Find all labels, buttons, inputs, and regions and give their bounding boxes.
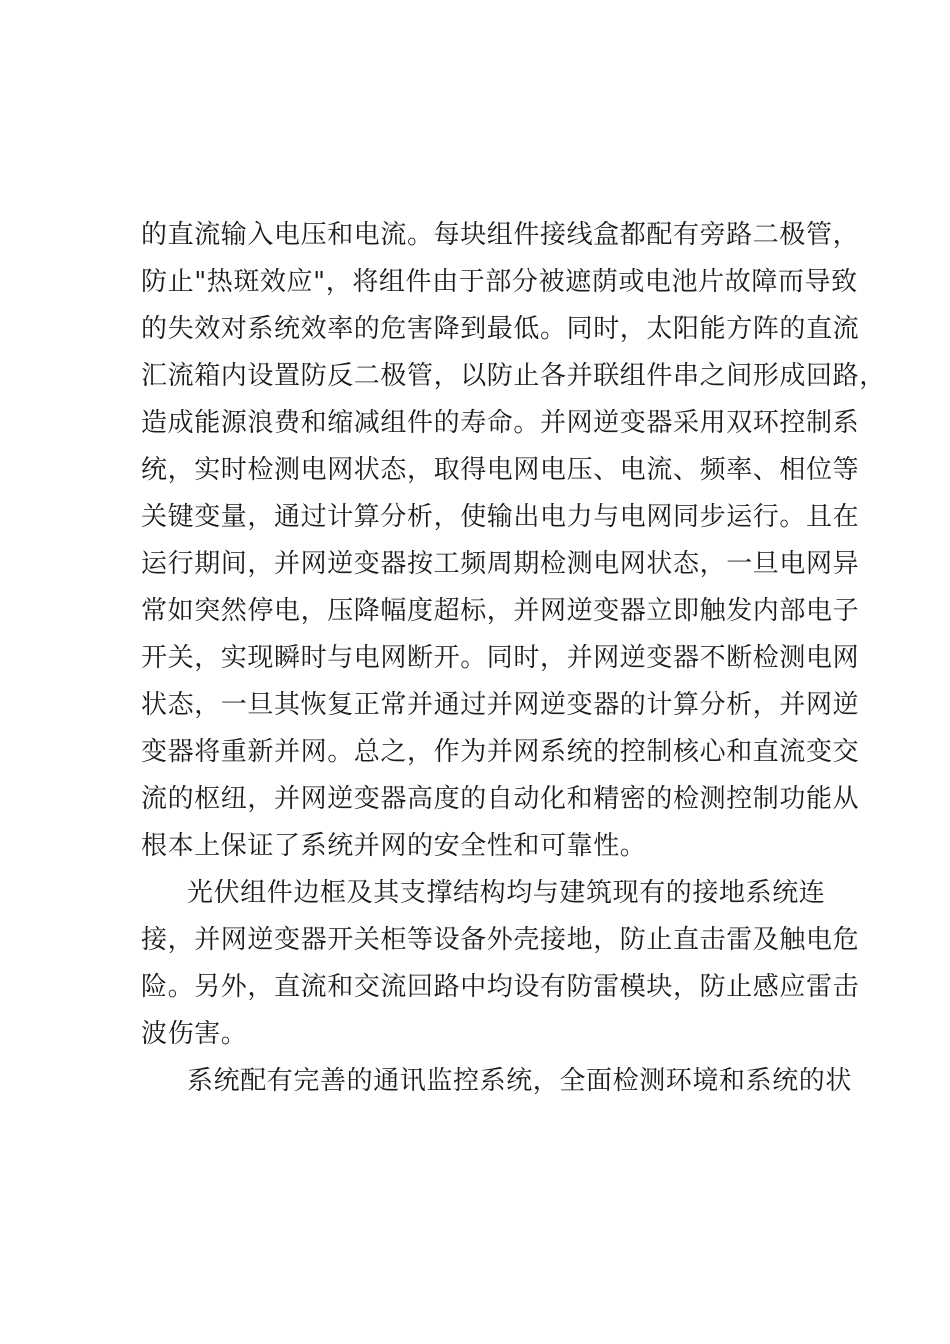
text-line: 统，实时检测电网状态，取得电网电压、电流、频率、相位等 <box>141 455 860 485</box>
text-line-last: 根本上保证了系统并网的安全性和可靠性。 <box>141 831 647 861</box>
text-line: 接，并网逆变器开关柜等设备外壳接地，防止直击雷及触电危 <box>141 925 860 955</box>
text-line: 流的枢纽，并网逆变器高度的自动化和精密的检测控制功能从 <box>141 784 860 814</box>
text-line: 开关，实现瞬时与电网断开。同时，并网逆变器不断检测电网 <box>141 643 860 673</box>
text-line: 汇流箱内设置防反二极管，以防止各并联组件串之间形成回路， <box>141 361 886 391</box>
text-line-first: 光伏组件边框及其支撑结构均与建筑现有的接地系统连 <box>187 878 826 908</box>
text-line: 变器将重新并网。总之，作为并网系统的控制核心和直流变交 <box>141 737 860 767</box>
text-line: 的直流输入电压和电流。每块组件接线盒都配有旁路二极管， <box>141 220 860 250</box>
text-line-last: 波伤害。 <box>141 1019 248 1049</box>
paragraph-monitoring-system <box>141 1058 853 1105</box>
paragraph-inverter-protection <box>141 212 886 870</box>
text-line: 状态，一旦其恢复正常并通过并网逆变器的计算分析，并网逆 <box>141 690 860 720</box>
text-line: 险。另外，直流和交流回路中均设有防雷模块，防止感应雷击 <box>141 972 860 1002</box>
text-line: 关键变量，通过计算分析，使输出电力与电网同步运行。且在 <box>141 502 860 532</box>
text-line-first: 系统配有完善的通讯监控系统，全面检测环境和系统的状 <box>187 1066 853 1096</box>
body-text <box>141 212 886 1105</box>
text-line: 常如突然停电，压降幅度超标，并网逆变器立即触发内部电子 <box>141 596 860 626</box>
text-line: 造成能源浪费和缩减组件的寿命。并网逆变器采用双环控制系 <box>141 408 860 438</box>
text-line: 防止"热斑效应"，将组件由于部分被遮荫或电池片故障而导致 <box>141 267 858 297</box>
text-line: 的失效对系统效率的危害降到最低。同时，太阳能方阵的直流 <box>141 314 860 344</box>
paragraph-lightning-protection <box>141 870 860 1058</box>
text-line: 运行期间，并网逆变器按工频周期检测电网状态，一旦电网异 <box>141 549 860 579</box>
